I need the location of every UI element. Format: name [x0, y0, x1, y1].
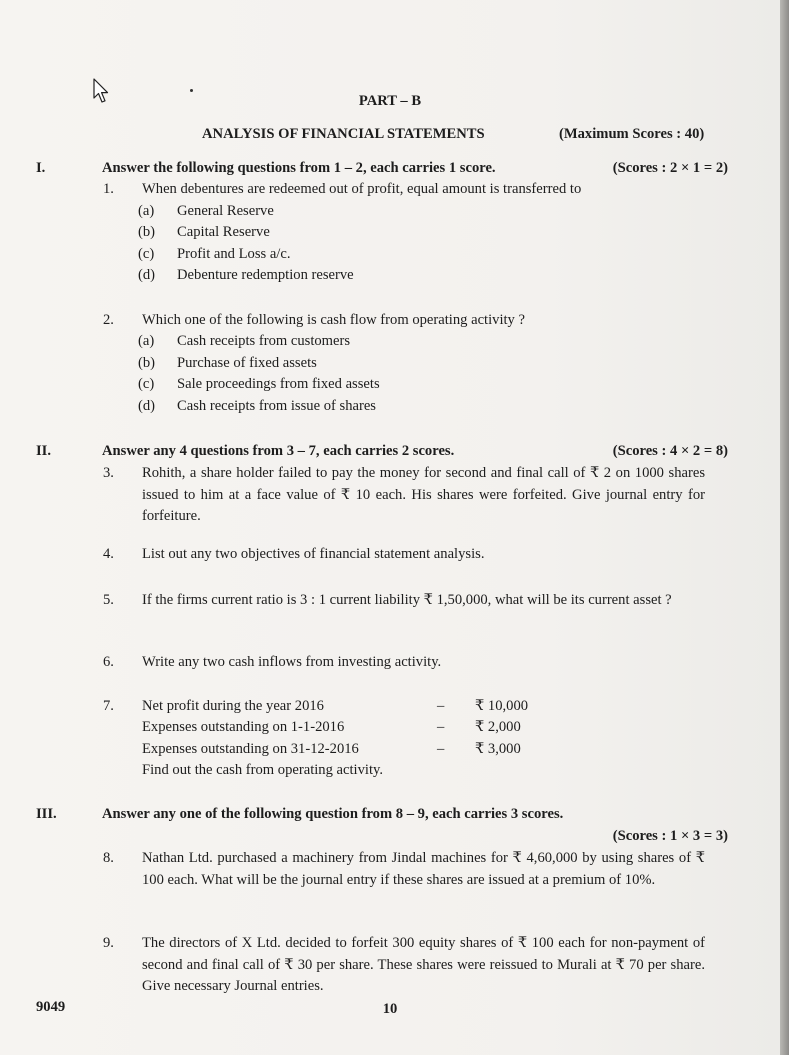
question-text: The directors of X Ltd. decided to forfeit 300 equity shares of ₹ 100 each for non-payment of second and final call of ₹ 30 per share. These shares were reissued to Murali at ₹ 70 per share. Give necessary Journal entries.: [142, 935, 705, 994]
question-text: If the firms current ratio is 3 : 1 current liability ₹ 1,50,000, what will be its current asset ?: [142, 592, 672, 608]
option-text: General Reserve: [177, 203, 274, 219]
option-letter: (d): [138, 267, 156, 283]
table-row-label: Expenses outstanding on 1-1-2016: [142, 719, 345, 735]
option-letter: (d): [138, 398, 156, 414]
question-text: Nathan Ltd. purchased a machinery from Jindal machines for ₹ 4,60,000 by using shares of ₹ 100 each. What will be the journal entry if these shares are issued at a premium of 10%.: [142, 850, 705, 888]
table-row-label: Net profit during the year 2016: [142, 698, 324, 714]
question-text: Rohith, a share holder failed to pay the money for second and final call of ₹ 2 on 1000 shares issued to him at a face value of ₹ 10 each. His shares were forfeited. Give journal entry for forfeiture.: [142, 465, 705, 524]
max-scores: (Maximum Scores : 40): [559, 126, 705, 142]
section-scores: (Scores : 2 × 1 = 2): [612, 160, 728, 176]
question-number: 2.: [103, 312, 114, 328]
option-text: Sale proceedings from fixed assets: [177, 376, 380, 392]
option-letter: (a): [138, 333, 155, 349]
section-instruction: Answer any 4 questions from 3 – 7, each carries 2 scores.: [102, 443, 455, 459]
section-instruction: Answer any one of the following question from 8 – 9, each carries 3 scores.: [102, 806, 564, 822]
option-letter: (a): [138, 203, 155, 219]
option-letter: (c): [138, 246, 155, 262]
page-edge-shadow: [780, 0, 789, 1055]
question-number: 8.: [103, 850, 114, 866]
section-scores: (Scores : 4 × 2 = 8): [612, 443, 728, 459]
option-text: Capital Reserve: [177, 224, 270, 240]
question-text: Which one of the following is cash flow from operating activity ?: [142, 312, 525, 328]
question-text: When debentures are redeemed out of profit, equal amount is transferred to: [142, 181, 582, 197]
question-footer-text: Find out the cash from operating activity.: [142, 762, 384, 778]
paper-code: 9049: [36, 999, 66, 1015]
option-text: Debenture redemption reserve: [177, 267, 354, 283]
question-text: Write any two cash inflows from investing activity.: [142, 654, 442, 670]
question-number: 7.: [103, 698, 114, 714]
subject-title: ANALYSIS OF FINANCIAL STATEMENTS: [202, 126, 485, 142]
section-instruction: Answer the following questions from 1 – 2, each carries 1 score.: [102, 160, 496, 176]
table-row-value: ₹ 10,000: [475, 698, 529, 714]
table-row-dash: –: [437, 698, 445, 714]
question-number: 1.: [103, 181, 114, 197]
part-heading: PART – B: [358, 93, 422, 109]
table-row-dash: –: [437, 741, 445, 757]
question-number: 5.: [103, 592, 114, 608]
question-number: 3.: [103, 465, 114, 481]
section-number: III.: [36, 806, 57, 822]
option-letter: (b): [138, 224, 156, 240]
question-number: 9.: [103, 935, 114, 951]
question-number: 6.: [103, 654, 114, 670]
option-letter: (c): [138, 376, 155, 392]
table-row-value: ₹ 2,000: [475, 719, 521, 735]
option-text: Profit and Loss a/c.: [177, 246, 291, 262]
table-row-dash: –: [437, 719, 445, 735]
option-text: Cash receipts from issue of shares: [177, 398, 376, 414]
section-scores: (Scores : 1 × 3 = 3): [612, 828, 728, 844]
option-text: Cash receipts from customers: [177, 333, 351, 349]
section-number: I.: [36, 160, 46, 176]
table-row-label: Expenses outstanding on 31-12-2016: [142, 741, 359, 757]
question-number: 4.: [103, 546, 114, 562]
page-number: 10: [382, 1001, 398, 1017]
option-text: Purchase of fixed assets: [177, 355, 317, 371]
question-text: List out any two objectives of financial statement analysis.: [142, 546, 485, 562]
section-number: II.: [36, 443, 52, 459]
option-letter: (b): [138, 355, 156, 371]
table-row-value: ₹ 3,000: [475, 741, 521, 757]
